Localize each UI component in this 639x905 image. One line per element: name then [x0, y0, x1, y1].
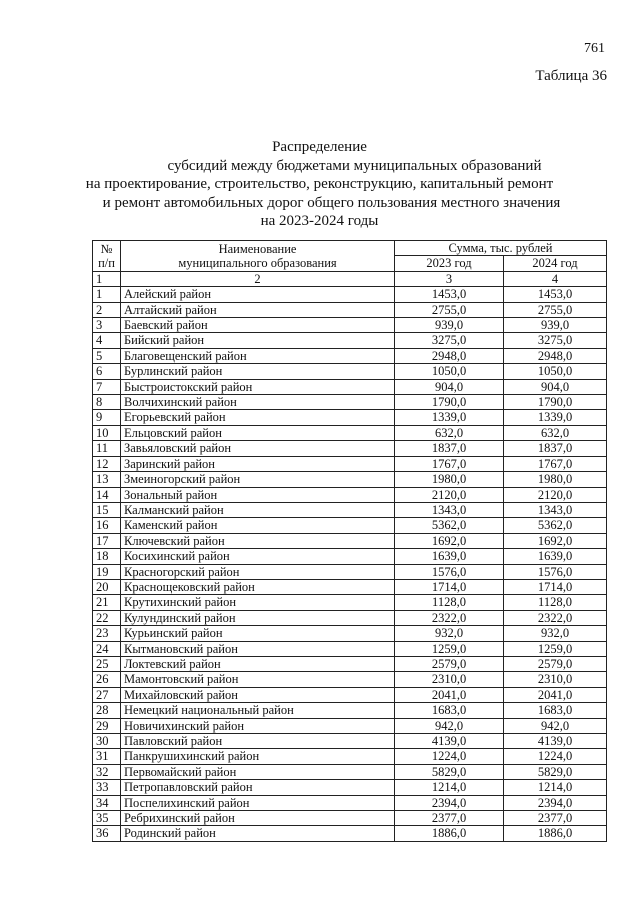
row-number: 1	[93, 287, 121, 302]
row-number: 29	[93, 718, 121, 733]
amount-2023: 2310,0	[395, 672, 504, 687]
district-name: Красногорский район	[121, 564, 395, 579]
table-row	[93, 811, 607, 826]
table-body	[93, 287, 607, 842]
district-name: Змеиногорский район	[121, 472, 395, 487]
column-index: 2	[121, 271, 395, 286]
amount-2024: 932,0	[504, 626, 607, 641]
amount-2024: 2755,0	[504, 302, 607, 317]
district-name: Петропавловский район	[121, 780, 395, 795]
district-name: Кулундинский район	[121, 610, 395, 625]
district-name: Алтайский район	[121, 302, 395, 317]
table-row	[93, 703, 607, 718]
row-number: 17	[93, 533, 121, 548]
row-number: 31	[93, 749, 121, 764]
table-row	[93, 502, 607, 517]
row-number: 25	[93, 656, 121, 671]
row-number: 34	[93, 795, 121, 810]
district-name: Панкрушихинский район	[121, 749, 395, 764]
table-row	[93, 595, 607, 610]
district-name: Михайловский район	[121, 687, 395, 702]
amount-2024: 904,0	[504, 379, 607, 394]
column-index: 1	[93, 271, 121, 286]
district-name: Мамонтовский район	[121, 672, 395, 687]
table-row	[93, 333, 607, 348]
title-line: субсидий между бюджетами муниципальных образований	[167, 157, 542, 174]
district-name: Новичихинский район	[121, 718, 395, 733]
row-number: 2	[93, 302, 121, 317]
table-row	[93, 795, 607, 810]
header-sum: Сумма, тыс. рублей	[395, 241, 607, 256]
table-row	[93, 379, 607, 394]
amount-2023: 3275,0	[395, 333, 504, 348]
district-name: Завьяловский район	[121, 441, 395, 456]
amount-2024: 3275,0	[504, 333, 607, 348]
amount-2024: 2948,0	[504, 348, 607, 363]
row-number: 28	[93, 703, 121, 718]
table-row	[93, 348, 607, 363]
document-title	[0, 138, 639, 231]
amount-2023: 5362,0	[395, 518, 504, 533]
amount-2023: 2394,0	[395, 795, 504, 810]
district-name: Курьинский район	[121, 626, 395, 641]
row-number: 23	[93, 626, 121, 641]
district-name: Крутихинский район	[121, 595, 395, 610]
district-name: Благовещенский район	[121, 348, 395, 363]
row-number: 35	[93, 811, 121, 826]
amount-2024: 1343,0	[504, 502, 607, 517]
row-number: 10	[93, 425, 121, 440]
table-row	[93, 441, 607, 456]
row-number: 36	[93, 826, 121, 841]
row-number: 18	[93, 549, 121, 564]
amount-2023: 1050,0	[395, 364, 504, 379]
amount-2024: 5362,0	[504, 518, 607, 533]
amount-2023: 1214,0	[395, 780, 504, 795]
table-row	[93, 734, 607, 749]
header-name-line: Наименование	[218, 241, 297, 256]
row-number: 12	[93, 456, 121, 471]
amount-2024: 1683,0	[504, 703, 607, 718]
district-name: Зональный район	[121, 487, 395, 502]
table-row	[93, 626, 607, 641]
amount-2023: 904,0	[395, 379, 504, 394]
table-row	[93, 533, 607, 548]
amount-2024: 942,0	[504, 718, 607, 733]
table-row	[93, 425, 607, 440]
table-row	[93, 549, 607, 564]
district-name: Бурлинский район	[121, 364, 395, 379]
district-name: Краснощековский район	[121, 579, 395, 594]
amount-2024: 2310,0	[504, 672, 607, 687]
subsidies-table	[92, 240, 607, 842]
district-name: Баевский район	[121, 318, 395, 333]
amount-2024: 939,0	[504, 318, 607, 333]
district-name: Ельцовский район	[121, 425, 395, 440]
amount-2024: 1453,0	[504, 287, 607, 302]
title-line: и ремонт автомобильных дорог общего пользования местного значения	[102, 194, 561, 211]
row-number: 11	[93, 441, 121, 456]
title-line: на проектирование, строительство, реконструкцию, капитальный ремонт	[85, 176, 554, 192]
row-number: 22	[93, 610, 121, 625]
amount-2024: 1980,0	[504, 472, 607, 487]
amount-2024: 1224,0	[504, 749, 607, 764]
district-name: Каменский район	[121, 518, 395, 533]
amount-2024: 1692,0	[504, 533, 607, 548]
header-row	[93, 241, 607, 256]
district-name: Калманский район	[121, 502, 395, 517]
amount-2023: 2322,0	[395, 610, 504, 625]
amount-2023: 5829,0	[395, 764, 504, 779]
header-year-2023: 2023 год	[395, 256, 504, 271]
table-row	[93, 302, 607, 317]
amount-2023: 2948,0	[395, 348, 504, 363]
row-number: 15	[93, 502, 121, 517]
amount-2024: 2394,0	[504, 795, 607, 810]
row-number: 16	[93, 518, 121, 533]
amount-2023: 1339,0	[395, 410, 504, 425]
amount-2023: 2377,0	[395, 811, 504, 826]
district-name: Косихинский район	[121, 549, 395, 564]
row-number: 5	[93, 348, 121, 363]
header-name-line: муниципального образования	[178, 255, 337, 270]
district-name: Поспелихинский район	[121, 795, 395, 810]
row-number: 30	[93, 734, 121, 749]
table-row	[93, 718, 607, 733]
table-header	[93, 241, 607, 287]
header-number-line: №	[100, 241, 113, 256]
table-row	[93, 610, 607, 625]
row-number: 3	[93, 318, 121, 333]
table-row	[93, 749, 607, 764]
table-row	[93, 410, 607, 425]
table-row	[93, 579, 607, 594]
row-number: 20	[93, 579, 121, 594]
row-number: 9	[93, 410, 121, 425]
table-row	[93, 518, 607, 533]
amount-2023: 1453,0	[395, 287, 504, 302]
amount-2023: 1683,0	[395, 703, 504, 718]
amount-2023: 1128,0	[395, 595, 504, 610]
district-name: Быстроистокский район	[121, 379, 395, 394]
amount-2024: 1259,0	[504, 641, 607, 656]
amount-2023: 2041,0	[395, 687, 504, 702]
table-row	[93, 564, 607, 579]
amount-2023: 4139,0	[395, 734, 504, 749]
amount-2023: 1343,0	[395, 502, 504, 517]
title-line: Распределение	[272, 139, 367, 155]
amount-2024: 1639,0	[504, 549, 607, 564]
table-row	[93, 641, 607, 656]
row-number: 24	[93, 641, 121, 656]
amount-2024: 2322,0	[504, 610, 607, 625]
amount-2023: 632,0	[395, 425, 504, 440]
header-year-2024: 2024 год	[504, 256, 607, 271]
page-number: 761	[584, 41, 605, 56]
row-number: 27	[93, 687, 121, 702]
amount-2024: 1767,0	[504, 456, 607, 471]
amount-2023: 942,0	[395, 718, 504, 733]
amount-2024: 4139,0	[504, 734, 607, 749]
amount-2024: 1214,0	[504, 780, 607, 795]
amount-2023: 1980,0	[395, 472, 504, 487]
table-row	[93, 287, 607, 302]
district-name: Родинский район	[121, 826, 395, 841]
amount-2023: 1837,0	[395, 441, 504, 456]
column-index: 3	[395, 271, 504, 286]
amount-2024: 632,0	[504, 425, 607, 440]
row-number: 13	[93, 472, 121, 487]
row-number: 8	[93, 395, 121, 410]
district-name: Бийский район	[121, 333, 395, 348]
district-name: Локтевский район	[121, 656, 395, 671]
amount-2024: 2579,0	[504, 656, 607, 671]
row-number: 32	[93, 764, 121, 779]
table-row	[93, 672, 607, 687]
column-index: 4	[504, 271, 607, 286]
district-name: Алейский район	[121, 287, 395, 302]
row-number: 33	[93, 780, 121, 795]
amount-2024: 1339,0	[504, 410, 607, 425]
district-name: Заринский район	[121, 456, 395, 471]
amount-2024: 1050,0	[504, 364, 607, 379]
table-label: Таблица 36	[535, 68, 607, 84]
table-row	[93, 764, 607, 779]
amount-2023: 2579,0	[395, 656, 504, 671]
district-name: Ребрихинский район	[121, 811, 395, 826]
amount-2024: 1714,0	[504, 579, 607, 594]
row-number: 26	[93, 672, 121, 687]
amount-2023: 2755,0	[395, 302, 504, 317]
district-name: Немецкий национальный район	[121, 703, 395, 718]
district-name: Волчихинский район	[121, 395, 395, 410]
header-number	[93, 241, 121, 272]
row-number: 14	[93, 487, 121, 502]
amount-2023: 932,0	[395, 626, 504, 641]
table-row	[93, 687, 607, 702]
district-name: Ключевский район	[121, 533, 395, 548]
table-row	[93, 456, 607, 471]
district-name: Первомайский район	[121, 764, 395, 779]
amount-2024: 1886,0	[504, 826, 607, 841]
table-row	[93, 780, 607, 795]
amount-2024: 1837,0	[504, 441, 607, 456]
row-number: 6	[93, 364, 121, 379]
row-number: 19	[93, 564, 121, 579]
table-row	[93, 472, 607, 487]
amount-2023: 1886,0	[395, 826, 504, 841]
district-name: Егорьевский район	[121, 410, 395, 425]
header-name	[121, 241, 395, 272]
amount-2023: 1692,0	[395, 533, 504, 548]
amount-2023: 1767,0	[395, 456, 504, 471]
table-row	[93, 395, 607, 410]
amount-2024: 1790,0	[504, 395, 607, 410]
amount-2024: 2377,0	[504, 811, 607, 826]
amount-2023: 2120,0	[395, 487, 504, 502]
table-row	[93, 318, 607, 333]
amount-2023: 1790,0	[395, 395, 504, 410]
table-row	[93, 364, 607, 379]
header-number-line: п/п	[98, 255, 115, 270]
row-number: 21	[93, 595, 121, 610]
amount-2024: 5829,0	[504, 764, 607, 779]
table-row	[93, 656, 607, 671]
row-number: 4	[93, 333, 121, 348]
district-name: Павловский район	[121, 734, 395, 749]
table-row	[93, 826, 607, 841]
district-name: Кытмановский район	[121, 641, 395, 656]
column-index-row	[93, 271, 607, 286]
amount-2023: 1224,0	[395, 749, 504, 764]
amount-2023: 939,0	[395, 318, 504, 333]
amount-2024: 1576,0	[504, 564, 607, 579]
table-row	[93, 487, 607, 502]
amount-2023: 1259,0	[395, 641, 504, 656]
amount-2023: 1639,0	[395, 549, 504, 564]
amount-2024: 2041,0	[504, 687, 607, 702]
amount-2024: 1128,0	[504, 595, 607, 610]
amount-2023: 1576,0	[395, 564, 504, 579]
row-number: 7	[93, 379, 121, 394]
amount-2024: 2120,0	[504, 487, 607, 502]
amount-2023: 1714,0	[395, 579, 504, 594]
title-line: на 2023-2024 годы	[260, 213, 379, 229]
